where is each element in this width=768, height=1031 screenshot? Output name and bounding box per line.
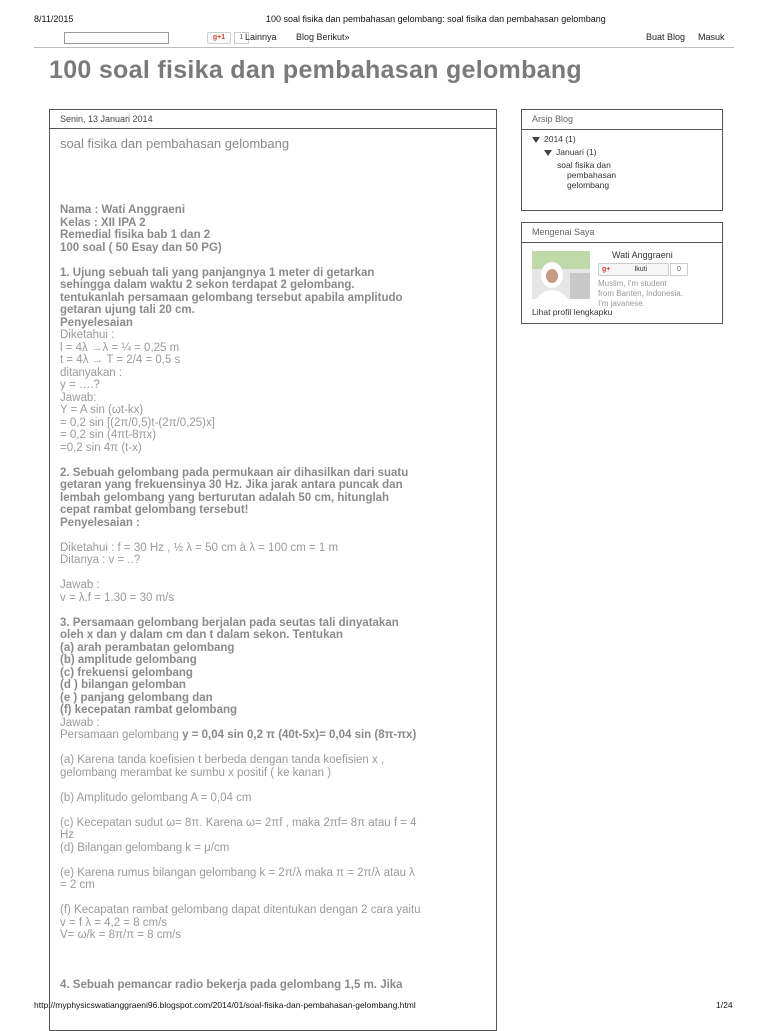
post-line bbox=[60, 742, 480, 755]
profile-name[interactable]: Wati Anggraeni bbox=[612, 250, 673, 260]
post-line: (b) amplitude gelombang bbox=[60, 654, 197, 666]
post-line: (e ) panjang gelombang dan bbox=[60, 691, 213, 704]
post-line: gelombang merambat ke sumbu x positif ( ke kanan ) bbox=[60, 766, 332, 779]
print-date: 8/11/2015 bbox=[34, 14, 74, 24]
post-line bbox=[60, 854, 480, 867]
post-line bbox=[60, 454, 480, 467]
print-footer-url: http://myphysicswatianggraeni96.blogspot.com/2014/01/soal-fisika-dan-pembahasan-gelombang.html bbox=[34, 1000, 416, 1010]
post-line bbox=[60, 779, 480, 792]
sign-in-link[interactable]: Masuk bbox=[698, 32, 725, 42]
post-line: 1. Ujung sebuah tali yang panjangnya 1 meter di getarkan bbox=[60, 266, 375, 279]
about-title: Mengenai Saya bbox=[522, 223, 722, 243]
gplus-count: 1 bbox=[234, 32, 249, 44]
view-profile-link[interactable]: Lihat profil lengkapku bbox=[532, 307, 613, 317]
archive-widget bbox=[521, 109, 723, 211]
archive-post-link[interactable]: soal fisika dan pembahasan gelombang bbox=[557, 160, 617, 190]
post-line bbox=[60, 567, 480, 580]
post-line bbox=[60, 942, 480, 955]
collapse-triangle-icon[interactable] bbox=[544, 150, 552, 156]
post-line: v = λ.f = 1.30 = 30 m/s bbox=[60, 591, 175, 604]
post-line: Jawab : bbox=[60, 716, 100, 729]
post-line bbox=[60, 192, 480, 205]
post-line: (a) Karena tanda koefisien t berbeda dengan tanda koefisien x , bbox=[60, 754, 385, 766]
post-line: cepat rambat gelombang tersebut! bbox=[60, 504, 249, 516]
next-blog-link[interactable]: Blog Berikut» bbox=[296, 32, 350, 42]
post-line: Kelas : XII IPA 2 bbox=[60, 216, 146, 229]
post-line: v = f λ = 4,2 = 8 cm/s bbox=[60, 916, 168, 929]
post-line: Remedial fisika bab 1 dan 2 bbox=[60, 229, 211, 241]
post-line: Jawab : bbox=[60, 579, 100, 591]
post-line bbox=[60, 604, 480, 617]
post-title[interactable]: soal fisika dan pembahasan gelombang bbox=[60, 136, 290, 151]
archive-year[interactable]: 2014 (1) bbox=[532, 134, 712, 144]
post-line: 100 soal ( 50 Esay dan 50 PG) bbox=[60, 241, 222, 254]
post-line: Persamaan gelombang y = 0,04 sin 0,2 π (40t-5x)= 0,04 sin (8π-πx) bbox=[60, 729, 417, 741]
post-line: y = ….? bbox=[60, 379, 100, 391]
post-line bbox=[60, 254, 480, 267]
post-line: = 0,2 sin (4πt-8πx) bbox=[60, 429, 157, 441]
post-line bbox=[60, 529, 480, 542]
post-line: tentukanlah persamaan gelombang tersebut apabila amplitudo bbox=[60, 291, 403, 304]
post-line: 2. Sebuah gelombang pada permukaan air dihasilkan dari suatu bbox=[60, 466, 409, 479]
post-line: Y = A sin (ωt-kx) bbox=[60, 404, 144, 416]
post-container bbox=[49, 109, 497, 1031]
post-line: (b) Amplitudo gelombang A = 0,04 cm bbox=[60, 791, 252, 804]
post-line: (c) Kecepatan sudut ω= 8π. Karena ω= 2πf , maka 2πf= 8π atau f = 4 bbox=[60, 816, 417, 829]
profile-description: Muslim, I'm student from Banten, Indonesia. I'm javanese. bbox=[598, 279, 683, 308]
gplus-icon: g+ bbox=[602, 266, 611, 273]
post-line: 3. Persamaan gelombang berjalan pada seutas tali dinyatakan bbox=[60, 616, 399, 629]
post-line: = 0,2 sin [(2π/0,5)t-(2π/0,25)x] bbox=[60, 416, 215, 429]
post-line: V= ω/k = 8π/π = 8 cm/s bbox=[60, 929, 182, 941]
follow-count: 0 bbox=[670, 263, 688, 276]
navbar-divider bbox=[34, 47, 734, 48]
search-input[interactable] bbox=[64, 32, 169, 44]
post-line bbox=[60, 954, 480, 967]
post-line bbox=[60, 967, 480, 980]
post-line: (d ) bilangan gelomban bbox=[60, 679, 186, 691]
post-line: Penyelesaian bbox=[60, 316, 133, 329]
post-date: Senin, 13 Januari 2014 bbox=[50, 110, 496, 129]
post-line: getaran ujung tali 20 cm. bbox=[60, 304, 195, 316]
print-page-number: 1/24 bbox=[716, 1000, 733, 1010]
post-line: 4. Sebuah pemancar radio bekerja pada gelombang 1,5 m. Jika bbox=[60, 979, 403, 991]
post-line: Penyelesaian : bbox=[60, 516, 140, 529]
post-line: sehingga dalam waktu 2 sekon terdapat 2 gelombang. bbox=[60, 279, 355, 291]
collapse-triangle-icon[interactable] bbox=[532, 137, 540, 143]
post-line: ditanyakan : bbox=[60, 366, 123, 379]
post-line: (d) Bilangan gelombang k = μ/cm bbox=[60, 841, 230, 854]
profile-widget bbox=[521, 222, 723, 324]
post-line: t = 4λ → T = 2/4 = 0,5 s bbox=[60, 354, 181, 366]
post-line: getaran yang frekuensinya 30 Hz. Jika jarak antara puncak dan bbox=[60, 479, 403, 491]
post-line: (f) Kecapatan rambat gelombang dapat ditentukan dengan 2 cara yaitu bbox=[60, 904, 421, 916]
create-blog-link[interactable]: Buat Blog bbox=[646, 32, 686, 42]
print-title: 100 soal fisika dan pembahasan gelombang: soal fisika dan pembahasan gelombang bbox=[266, 14, 606, 24]
post-line: Diketahui : bbox=[60, 329, 115, 341]
gplus-button[interactable]: g+1 bbox=[207, 32, 231, 44]
avatar[interactable] bbox=[532, 251, 590, 299]
post-line: (a) arah perambatan gelombang bbox=[60, 641, 235, 654]
post-line: Diketahui : f = 30 Hz , ½ λ = 50 cm à λ = 100 cm = 1 m bbox=[60, 541, 339, 554]
post-line: oleh x dan y dalam cm dan t dalam sekon. Tentukan bbox=[60, 629, 343, 641]
post-line: = 2 cm bbox=[60, 879, 95, 891]
post-line: =0,2 sin 4π (t-x) bbox=[60, 441, 142, 454]
gplus-icon: g bbox=[212, 34, 218, 41]
post-line bbox=[60, 179, 480, 192]
blog-title[interactable]: 100 soal fisika dan pembahasan gelombang bbox=[49, 56, 583, 84]
post-line: (e) Karena rumus bilangan gelombang k = 2π/λ maka π = 2π/λ atau λ bbox=[60, 866, 415, 879]
post-line: Jawab: bbox=[60, 391, 97, 404]
archive-month[interactable]: Januari (1) bbox=[544, 147, 712, 157]
blogger-navbar bbox=[34, 30, 734, 48]
post-line: (c) frekuensi gelombang bbox=[60, 666, 193, 679]
post-line: (f) kecepatan rambat gelombang bbox=[60, 704, 238, 716]
post-line bbox=[60, 892, 480, 905]
follow-button[interactable]: g+ Ikuti bbox=[598, 263, 669, 276]
more-link[interactable]: Lainnya bbox=[245, 32, 277, 42]
post-line: l = 4λ →λ = ¼ = 0,25 m bbox=[60, 341, 180, 354]
post-line: lembah gelombang yang berturutan adalah 50 cm, hitunglah bbox=[60, 491, 390, 504]
post-line: Nama : Wati Anggraeni bbox=[60, 204, 186, 216]
post-body bbox=[60, 179, 480, 992]
post-line: Ditanya : v = ..? bbox=[60, 554, 141, 566]
post-line bbox=[60, 804, 480, 817]
post-line: Hz bbox=[60, 829, 75, 841]
archive-title: Arsip Blog bbox=[522, 110, 722, 130]
